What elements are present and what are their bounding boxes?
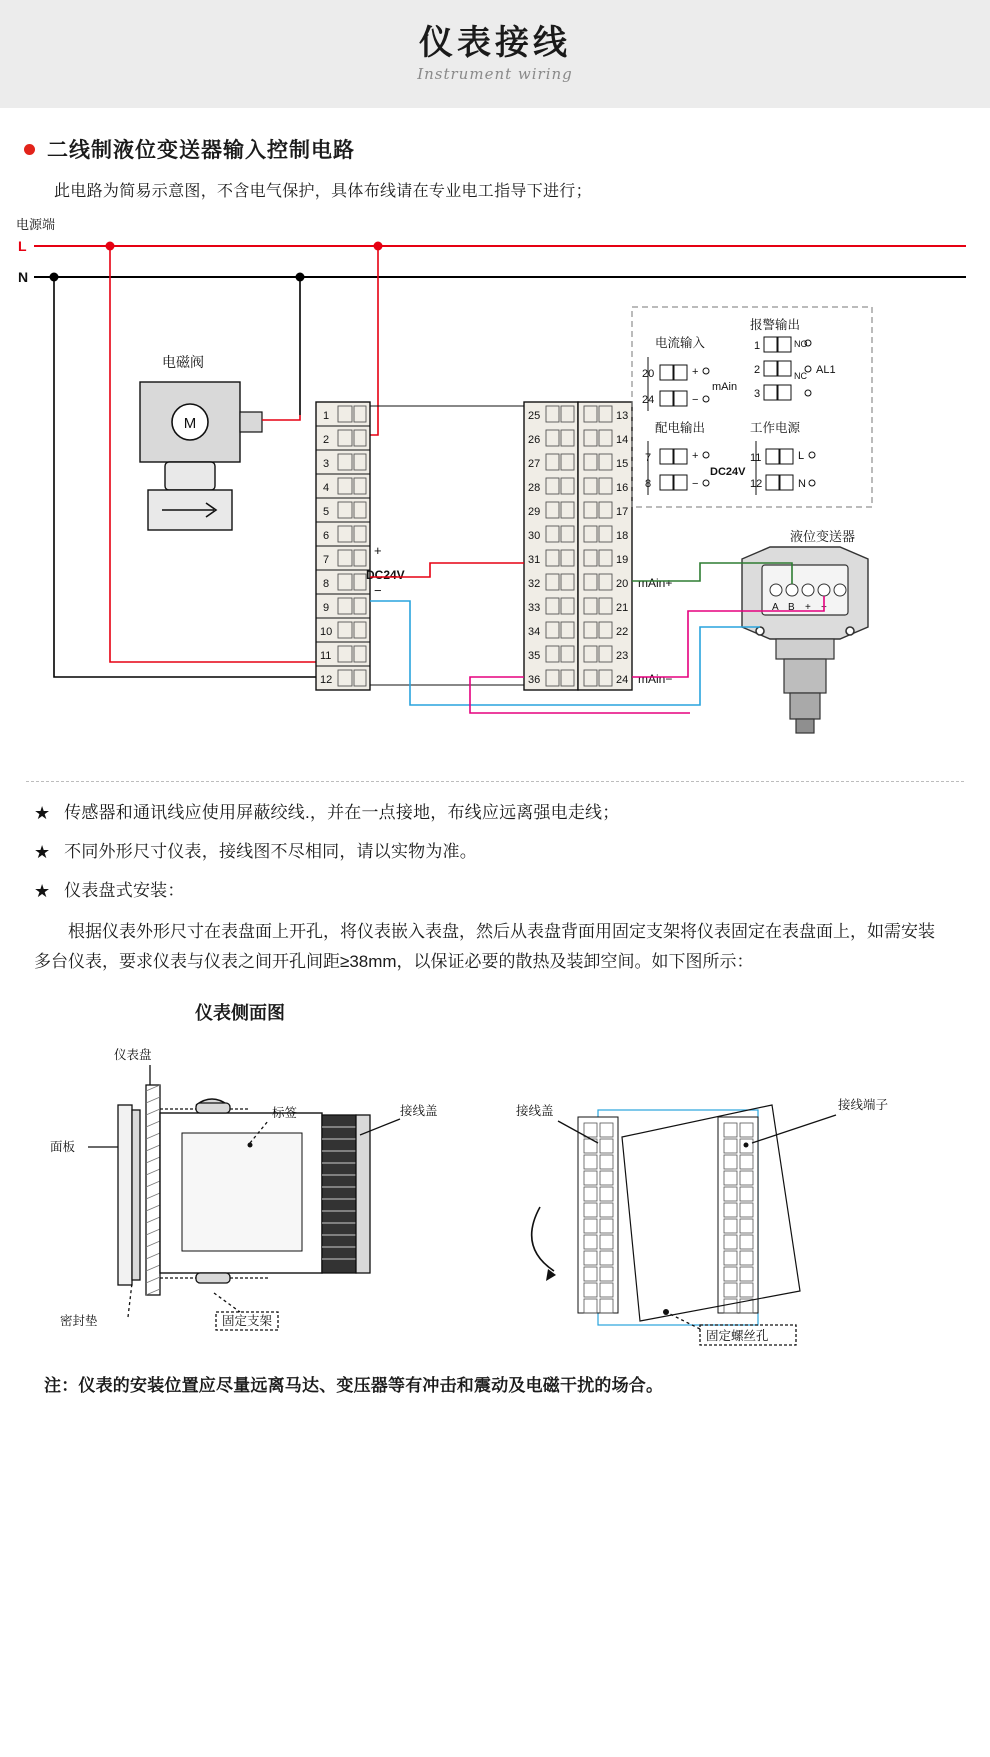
svg-text:12: 12 <box>750 478 763 490</box>
star-icon: ★ <box>34 881 51 901</box>
svg-text:23: 23 <box>616 650 629 662</box>
svg-text:−: − <box>692 394 699 406</box>
svg-text:35: 35 <box>528 650 541 662</box>
svg-text:26: 26 <box>528 434 541 446</box>
svg-text:DC24V: DC24V <box>710 466 746 478</box>
legend-alarm-output-title: 报警输出 <box>750 318 801 332</box>
label-tag: 标签 <box>272 1105 298 1120</box>
main-minus-label: mAin− <box>638 672 673 686</box>
line-l-label: L <box>18 238 27 254</box>
svg-text:+: + <box>692 450 699 462</box>
svg-text:13: 13 <box>616 410 629 422</box>
svg-text:19: 19 <box>616 554 629 566</box>
wiring-diagram <box>0 207 990 767</box>
page-title-en: Instrument wiring <box>417 64 573 83</box>
solenoid-motor-label: M <box>183 415 197 432</box>
svg-text:1: 1 <box>323 410 330 422</box>
svg-text:5: 5 <box>323 506 330 518</box>
svg-text:21: 21 <box>616 602 629 614</box>
svg-text:11: 11 <box>320 650 332 662</box>
svg-text:36: 36 <box>528 674 541 686</box>
svg-text:27: 27 <box>528 458 541 470</box>
label-screw-hole: 固定螺丝孔 <box>706 1328 769 1343</box>
svg-text:8: 8 <box>645 478 652 490</box>
svg-text:20: 20 <box>642 368 655 380</box>
svg-text:4: 4 <box>323 482 330 494</box>
svg-text:−: − <box>692 478 699 490</box>
section-one-subtitle: 此电路为简易示意图，不含电气保护，具体布线请在专业电工指导下进行； <box>54 183 592 200</box>
sideview-title: 仪表侧面图 <box>195 1002 285 1023</box>
notes-paragraph: 根据仪表外形尺寸在表盘面上开孔，将仪表嵌入表盘，然后从表盘背面用固定支架将仪表固定在表盘面上，如需安装多台仪表，要求仪表与仪表之间开孔间距≥38mm，以保证必要的散热及装卸空间。如下图所示： <box>34 922 935 971</box>
svg-text:25: 25 <box>528 410 541 422</box>
star-icon: ★ <box>34 803 51 823</box>
svg-text:+: + <box>805 602 811 613</box>
svg-text:22: 22 <box>616 626 629 638</box>
svg-text:2: 2 <box>754 364 761 376</box>
note-text: 传感器和通讯线应使用屏蔽绞线.，并在一点接地，布线应远离强电走线； <box>64 803 620 822</box>
svg-text:24: 24 <box>642 394 655 406</box>
svg-text:NO: NO <box>794 339 808 349</box>
svg-text:B: B <box>788 602 795 613</box>
svg-text:20: 20 <box>616 578 629 590</box>
bullet-dot-icon <box>24 144 35 155</box>
label-terminal-block: 接线端子 <box>838 1097 889 1112</box>
svg-text:6: 6 <box>323 530 330 542</box>
svg-text:15: 15 <box>616 458 629 470</box>
svg-text:N: N <box>798 478 806 490</box>
label-front-panel: 面板 <box>50 1139 76 1154</box>
svg-text:8: 8 <box>323 578 330 590</box>
footer-note: 注：仪表的安装位置应尽量远离马达、变压器等有冲击和震动及电磁干扰的场合。 <box>44 1375 664 1395</box>
star-icon: ★ <box>34 842 51 862</box>
svg-text:11: 11 <box>750 452 762 464</box>
svg-text:9: 9 <box>323 602 330 614</box>
svg-text:24: 24 <box>616 674 629 686</box>
svg-text:31: 31 <box>528 554 541 566</box>
terminal-block-left <box>316 402 370 690</box>
label-wiring-cover-right: 接线盖 <box>516 1103 554 1118</box>
legend-work-power-title: 工作电源 <box>750 421 801 435</box>
label-panel-board: 仪表盘 <box>114 1047 152 1062</box>
svg-text:L: L <box>798 450 805 462</box>
svg-text:34: 34 <box>528 626 541 638</box>
svg-text:29: 29 <box>528 506 541 518</box>
legend-current-input-title: 电流输入 <box>655 336 706 350</box>
note-text: 不同外形尺寸仪表，接线图不尽相同，请以实物为准。 <box>64 842 477 861</box>
dc24v-label: DC24V <box>366 568 405 582</box>
label-gasket: 密封垫 <box>60 1313 98 1328</box>
dc24v-minus: − <box>374 583 382 598</box>
svg-text:7: 7 <box>645 452 652 464</box>
section-one-heading <box>24 134 960 164</box>
notes-list <box>0 782 990 977</box>
svg-text:30: 30 <box>528 530 541 542</box>
note-item <box>34 878 950 905</box>
svg-text:A: A <box>772 602 779 613</box>
svg-text:12: 12 <box>320 674 333 686</box>
sideview-diagram <box>0 1025 990 1365</box>
page-title: 仪表接线 <box>419 24 571 63</box>
transmitter-label: 液位变送器 <box>790 529 856 544</box>
main-plus-label: mAin+ <box>638 576 673 590</box>
svg-text:7: 7 <box>323 554 330 566</box>
label-bracket: 固定支架 <box>222 1313 273 1328</box>
svg-text:1: 1 <box>754 340 761 352</box>
section-one-title: 二线制液位变送器输入控制电路 <box>47 139 355 162</box>
svg-text:AL1: AL1 <box>816 364 836 376</box>
legend-power-output-title: 配电输出 <box>655 421 706 435</box>
line-n-label: N <box>18 269 29 285</box>
svg-text:mAin: mAin <box>712 381 738 393</box>
note-text: 仪表盘式安装： <box>64 881 185 900</box>
svg-text:33: 33 <box>528 602 541 614</box>
svg-text:32: 32 <box>528 578 541 590</box>
svg-text:+: + <box>692 366 699 378</box>
section-one <box>0 108 990 201</box>
power-end-label: 电源端 <box>16 217 56 232</box>
label-wiring-cover-left: 接线盖 <box>400 1103 438 1118</box>
svg-text:10: 10 <box>320 626 333 638</box>
note-item <box>34 839 950 866</box>
svg-text:28: 28 <box>528 482 541 494</box>
solenoid-label: 电磁阀 <box>162 354 204 370</box>
svg-text:−: − <box>821 602 827 613</box>
note-item <box>34 800 950 827</box>
page-header <box>0 0 990 108</box>
legend-box <box>632 307 872 507</box>
svg-text:3: 3 <box>754 388 761 400</box>
svg-text:18: 18 <box>616 530 629 542</box>
level-transmitter <box>742 529 868 733</box>
dc24v-plus: + <box>374 543 382 558</box>
svg-text:17: 17 <box>616 506 629 518</box>
svg-text:2: 2 <box>323 434 330 446</box>
svg-text:16: 16 <box>616 482 629 494</box>
svg-text:NC: NC <box>794 371 807 381</box>
svg-text:14: 14 <box>616 434 629 446</box>
svg-text:3: 3 <box>323 458 330 470</box>
